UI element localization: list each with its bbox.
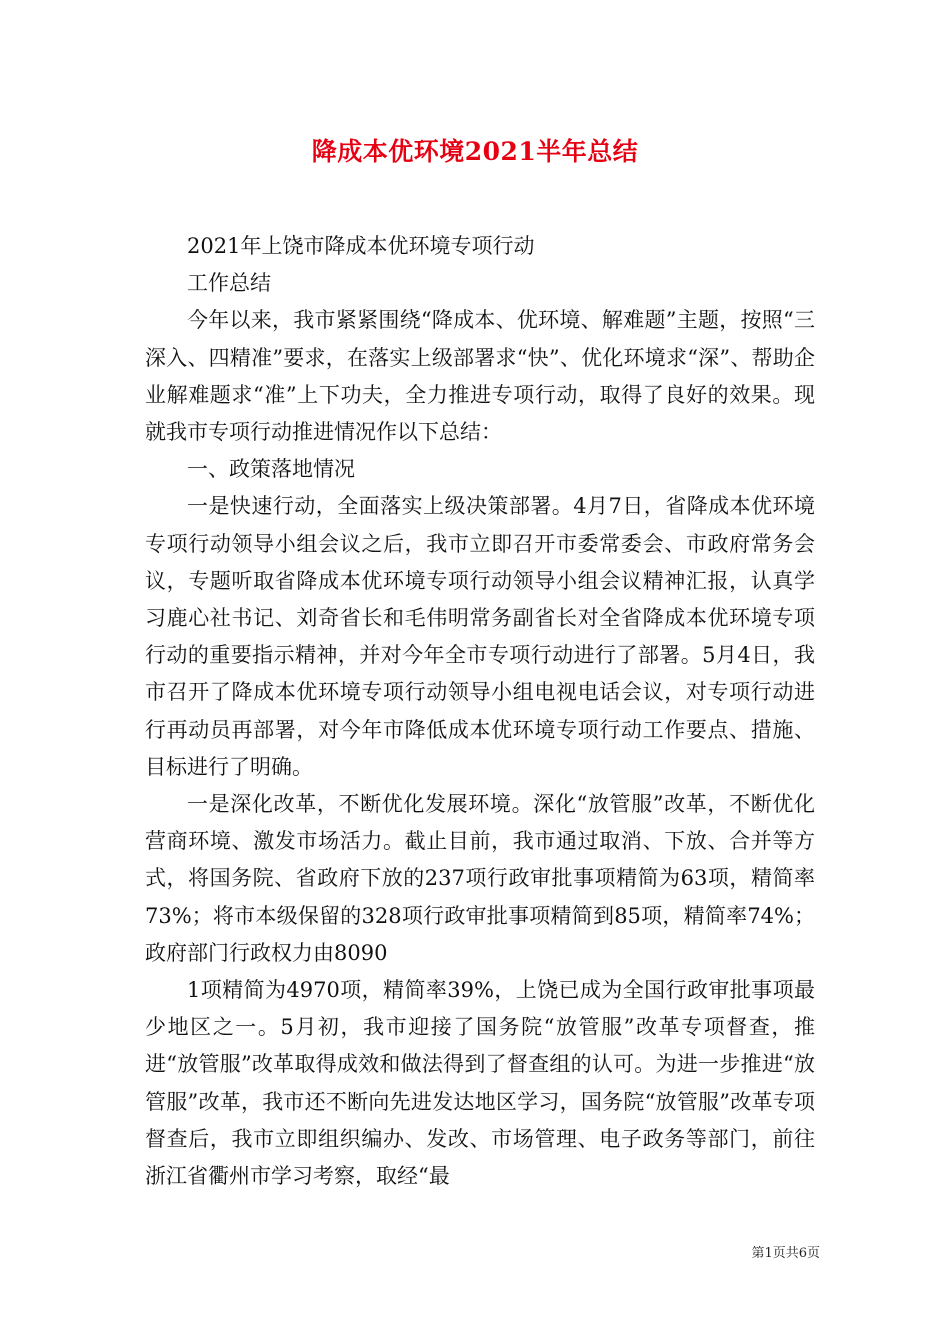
document-title: 降成本优环境2021半年总结 bbox=[311, 137, 639, 166]
paragraph-subtitle-line-2: 工作总结 bbox=[187, 271, 271, 296]
paragraph-subtitle-line-1: 2021年上饶市降成本优环境专项行动 bbox=[187, 234, 535, 258]
page-number: 第1页共6页 bbox=[751, 1246, 820, 1261]
section-heading-policy: 一、政策落地情况 bbox=[187, 457, 355, 482]
paragraph-intro: 今年以来，我市紧紧围绕“降成本、优环境、解难题”主题，按照“三深入、四精准”要求，在落实上级部署求“快”、优化环境求“深”、帮助企业解难题求“准”上下功夫，全力推进专项行动，取得了良好的效果。现就我市专项行动推进情况作以下总结： bbox=[145, 308, 815, 445]
document-body bbox=[145, 228, 815, 1195]
paragraph-streamline-continued: 1项精简为4970项，精简率39%，上饶已成为全国行政审批事项最少地区之一。5月初，我市迎接了国务院“放管服”改革专项督查，推进“放管服”改革取得成效和做法得到了督查组的认可。为进一步推进“放管服”改革，我市还不断向先进发达地区学习，国务院“放管服”改革专项督查后，我市立即组织编办、发改、市场管理、电子政务等部门，前往浙江省衢州市学习考察，取经“最 bbox=[145, 978, 815, 1189]
paragraph-quick-action: 一是快速行动，全面落实上级决策部署。4月7日，省降成本优环境专项行动领导小组会议之后，我市立即召开市委常委会、市政府常务会议，专题听取省降成本优环境专项行动领导小组会议精神汇报，认真学习鹿心社书记、刘奇省长和毛伟明常务副省长对全省降成本优环境专项行动的重要指示精神，并对今年全市专项行动进行了部署。5月4日，我市召开了降成本优环境专项行动领导小组电视电话会议，对专项行动进行再动员再部署，对今年市降低成本优环境专项行动工作要点、措施、目标进行了明确。 bbox=[145, 494, 815, 779]
paragraph-deepen-reform: 一是深化改革，不断优化发展环境。深化“放管服”改革，不断优化营商环境、激发市场活力。截止目前，我市通过取消、下放、合并等方式，将国务院、省政府下放的237项行政审批事项精简为63项，精简率73%；将市本级保留的328项行政审批事项精简到85项，精简率74%；政府部门行政权力由8090 bbox=[145, 792, 815, 965]
